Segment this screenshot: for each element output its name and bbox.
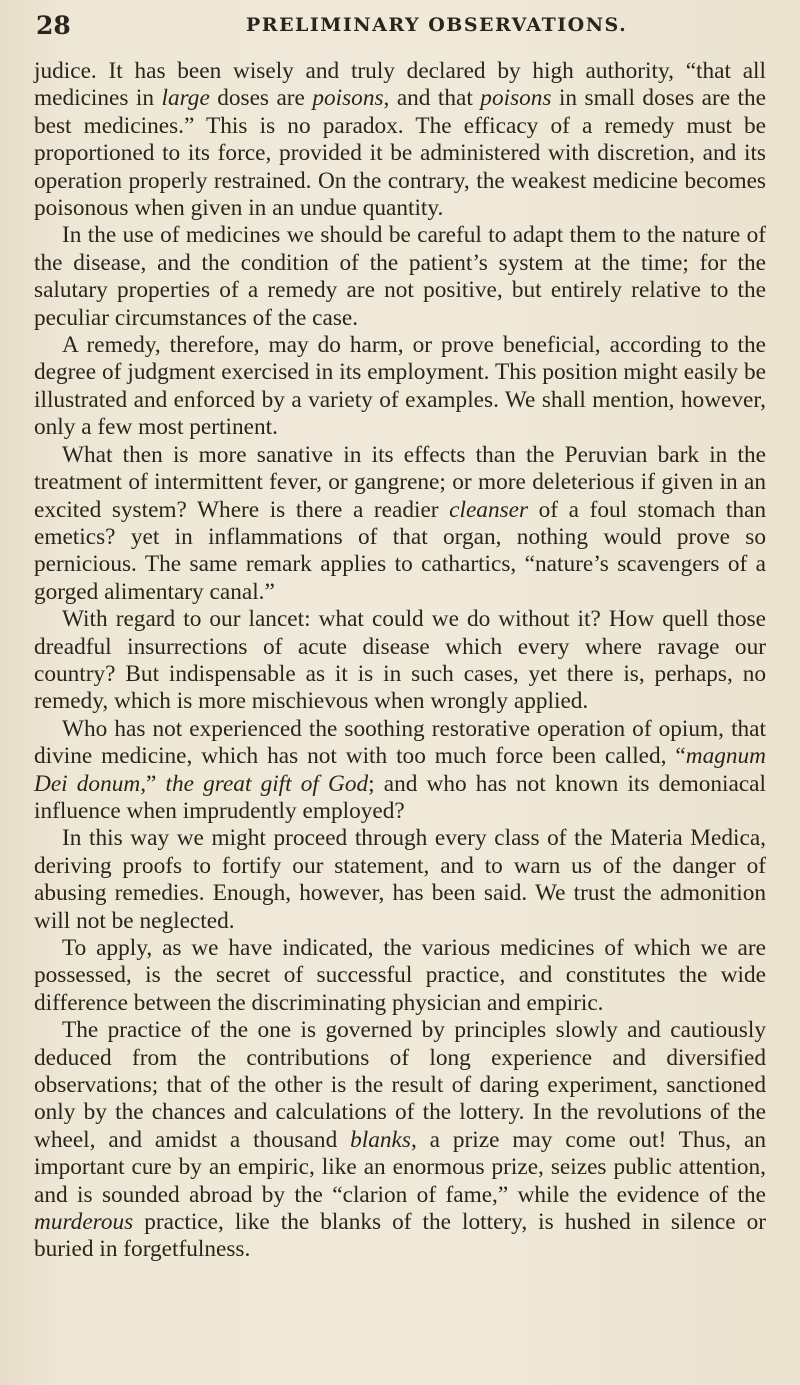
text-run: In the use of medicines we should be careful to adapt them to the nature of the disease, and the condition of the patient’s system at the time; for the salutary properties of a remedy are not positive, but entirely relative to the peculiar circumstances of the case. — [34, 222, 766, 331]
text-run: in small doses are the best medicines.” This is no paradox. The efficacy of a remedy must be proportioned to its force, provided it be administered with discretion, and its operation properly restrained. On the contrary, the weakest medicine becomes poisonous when given in an undue quantity. — [34, 85, 766, 222]
paragraph — [34, 442, 766, 606]
text-run: of a foul stomach than emetics? yet in inflammations of that organ, nothing would prove so pernicious. The same remark applies to cathartics, “nature’s scavengers of a gorged alimentary canal.” — [34, 496, 766, 605]
paragraph — [34, 606, 766, 716]
italic-text: magnum Dei donum — [34, 743, 766, 797]
running-title: PRELIMINARY OBSERVATIONS. — [246, 14, 628, 36]
text-run: , a prize may come out! Thus, an important cure by an empiric, like an enormous prize, seizes public attention, and is sounded abroad by the “clarion of fame,” while the evidence of the — [34, 1126, 766, 1208]
text-run: , and that — [383, 85, 481, 112]
text-run: doses are — [209, 85, 313, 112]
text-run: To apply, as we have indicated, the various medicines of which we are possessed, is the secret of successful practice, and constitutes the wide difference between the discriminating physician and empiric. — [34, 935, 766, 1016]
paragraph — [34, 825, 766, 935]
paragraph — [34, 58, 766, 222]
paragraph — [34, 1017, 766, 1264]
text-run: With regard to our lancet: what could we do without it? How quell those dreadful insurrections of acute disease which every where ravage our country? But indispensable as it is in such cases, yet there is, perhaps, no remedy, which is more mischievous when wrongly applied. — [34, 606, 766, 715]
italic-text: the great gift of God — [165, 770, 369, 797]
italic-text: poisons — [312, 85, 384, 112]
text-run: practice, like the blanks of the lottery, is hushed in silence or buried in forgetfulness. — [34, 1209, 766, 1263]
italic-text: cleanser — [449, 496, 529, 523]
text-run: judice. It has been wisely and truly declared by high authority, “that all medicines in — [34, 58, 766, 112]
italic-text: poisons — [480, 85, 552, 112]
page-number: 28 — [36, 10, 71, 40]
text-run: Who has not experienced the soothing restorative operation of opium, that divine medicine, which has not with too much force been called, “ — [34, 715, 766, 770]
text-run: ,” — [140, 770, 166, 797]
page-header — [36, 10, 740, 40]
body-text — [34, 58, 766, 1264]
text-run: A remedy, therefore, may do harm, or prove beneficial, according to the degree of judgment exercised in its employment. This position might easily be illustrated and enforced by a variety of examples. We shall mention, however, only a few most pertinent. — [34, 332, 766, 441]
paragraph — [34, 935, 766, 1017]
text-run: What then is more sanative in its effects than the Peruvian bark in the treatment of intermittent fever, or gangrene; or more deleterious if given in an excited system? Where is there a readier — [34, 441, 766, 523]
italic-text: blanks — [350, 1126, 411, 1153]
text-run: In this way we might proceed through every class of the Materia Medica, deriving proofs to fortify our statement, and to warn us of the danger of abusing remedies. Enough, however, has been said. We trust the admonition will not be neglected. — [34, 825, 766, 934]
paragraph — [34, 222, 766, 332]
italic-text: large — [161, 85, 210, 112]
text-run: ; and who has not known its demoniacal influence when imprudently employed? — [34, 770, 766, 824]
paragraph — [34, 332, 766, 442]
text-run: The practice of the one is governed by principles slowly and cautiously deduced from the contributions of long experience and diversified observations; that of the other is the result of daring experiment, sanctioned only by the chances and calculations of the lottery. In the revolutions of the wheel, and amidst a thousand — [34, 1017, 766, 1153]
paragraph — [34, 716, 766, 826]
italic-text: murderous — [34, 1209, 134, 1236]
